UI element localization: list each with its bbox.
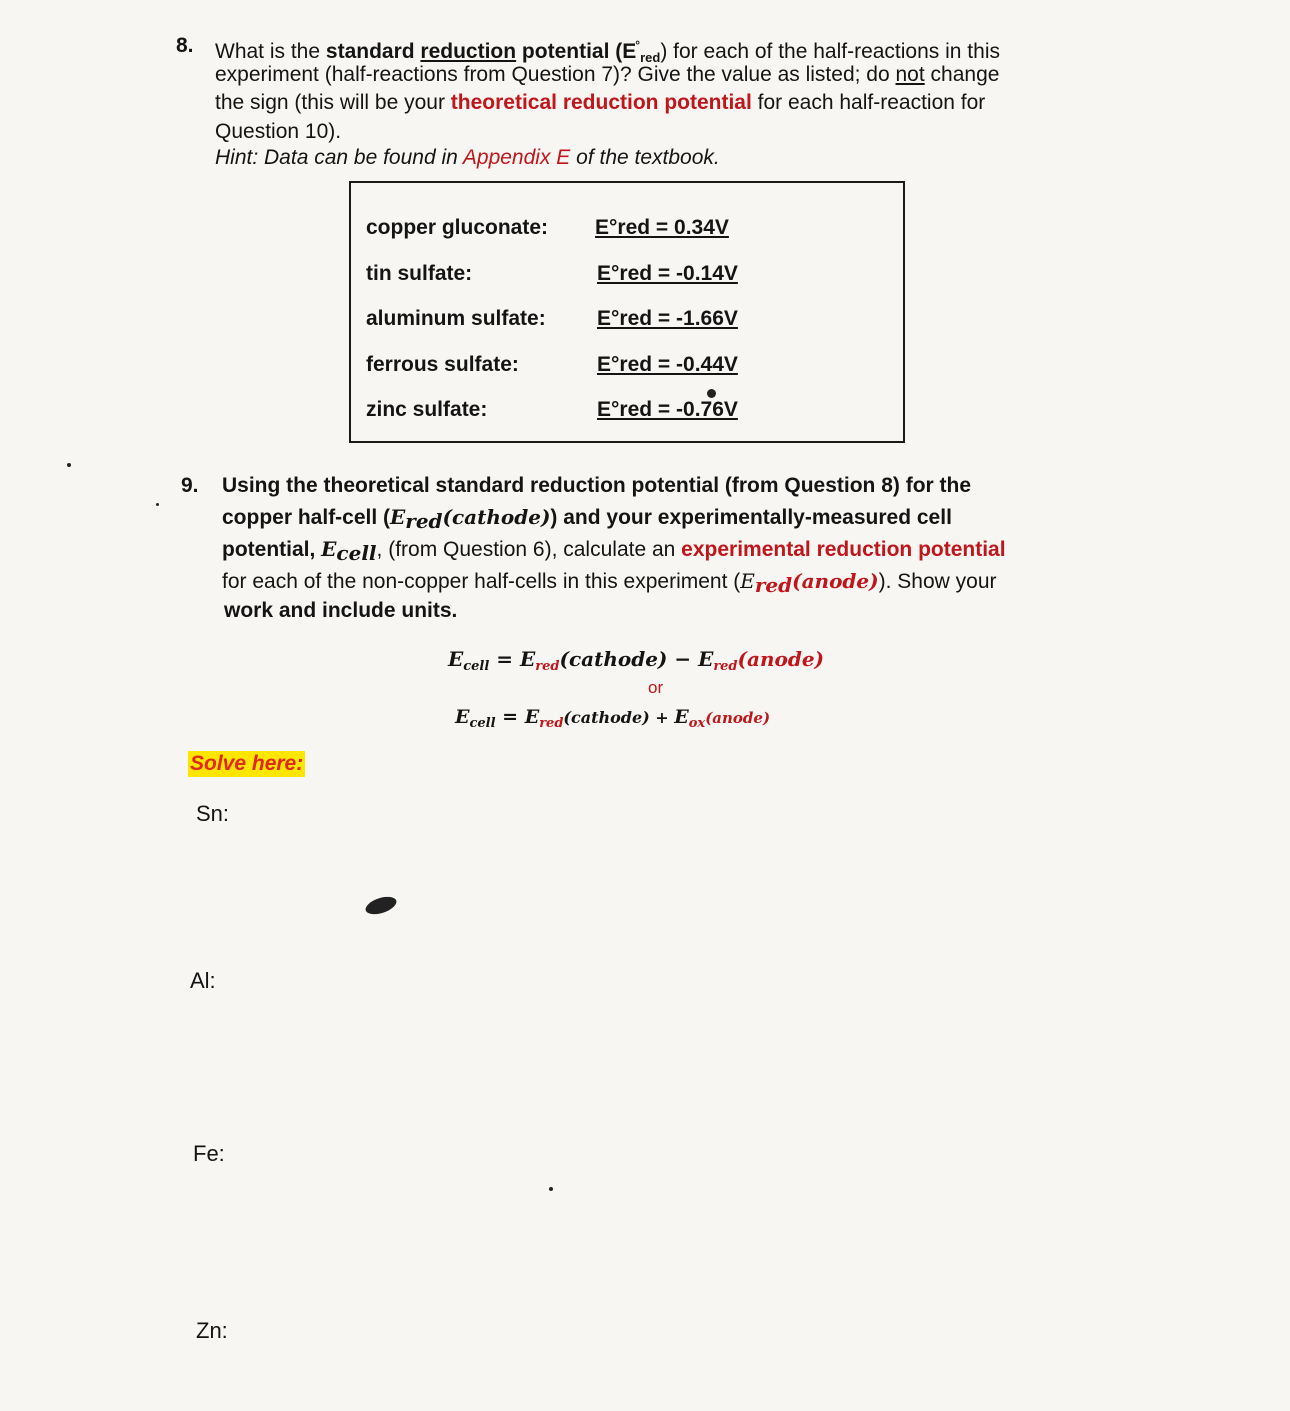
q8-underline-not: not xyxy=(895,63,925,86)
eq-mid: = E xyxy=(495,706,540,728)
ink-blot xyxy=(363,893,398,917)
q8-text: ) for each of the half-reactions in this xyxy=(660,40,1000,63)
q9-text: ). Show your xyxy=(878,570,997,593)
table-row-value: E°red = -0.76V xyxy=(597,398,738,421)
eq-mid: = E xyxy=(489,647,536,671)
eq-sub: cell xyxy=(463,659,490,674)
hint-text: Hint: Data can be found in xyxy=(215,146,463,169)
table-row-name: tin sulfate: xyxy=(366,262,473,285)
q9-text: copper half-cell ( xyxy=(222,506,391,529)
eq-anode: (anode) xyxy=(737,647,825,671)
table-row-name: aluminum sulfate: xyxy=(366,307,546,330)
eq-e: E xyxy=(448,647,464,671)
q8-line3 xyxy=(215,88,985,117)
equation-1 xyxy=(448,647,824,674)
eq-cathode: (cathode) + xyxy=(563,708,675,727)
table-row-value: E°red = -0.14V xyxy=(597,262,738,285)
q9-experimental-highlight: experimental reduction potential xyxy=(681,538,1006,561)
table-row-value: E°red = -0.44V xyxy=(597,353,738,376)
q8-hint xyxy=(215,146,720,170)
q9-line1: Using the theoretical standard reduction potential (from Question 8) for the xyxy=(222,474,972,497)
q9-cathode: (cathode) xyxy=(442,505,551,529)
label-fe: Fe: xyxy=(193,1141,225,1166)
speck xyxy=(156,503,159,506)
eq-sub: red xyxy=(539,716,564,731)
hint-text: of the textbook. xyxy=(570,146,720,169)
label-sn: Sn: xyxy=(196,801,230,826)
q8-text: for each half-reaction for xyxy=(751,91,986,114)
speck xyxy=(67,463,71,467)
q9-sub: red xyxy=(405,509,443,533)
eq-sub: cell xyxy=(469,716,496,731)
equation-or: or xyxy=(648,678,664,697)
q8-text: experiment (half-reactions from Question 7)? Give the value as listed; do xyxy=(215,63,896,86)
table-row-value: E°red = 0.34V xyxy=(595,216,729,239)
q9-e: E xyxy=(390,505,406,529)
q9-e: E xyxy=(740,569,755,593)
q8-text: What is the xyxy=(215,40,326,63)
eq-e: E xyxy=(674,706,689,728)
ink-dot xyxy=(707,389,716,398)
table-row-value: E°red = -1.66V xyxy=(597,307,738,330)
q9-text: for each of the non-copper half-cells in this experiment ( xyxy=(222,570,741,593)
solve-here-heading: Solve here: xyxy=(190,752,304,775)
q9-text: ) and your experimentally-measured cell xyxy=(550,506,952,529)
speck xyxy=(549,1187,553,1191)
eq-sub: ox xyxy=(688,716,706,731)
q8-red-sub: red xyxy=(640,50,661,65)
q8-text: change xyxy=(924,63,1000,86)
q9-sub: cell xyxy=(336,541,377,565)
q9-line3 xyxy=(222,535,1006,568)
eq-sub: red xyxy=(713,659,738,674)
q9-sub: red xyxy=(754,573,793,597)
eq-e: E xyxy=(698,647,714,671)
equation-2 xyxy=(455,706,770,731)
q9-number: 9. xyxy=(181,474,199,497)
q8-bold-potential: potential (E xyxy=(516,40,637,63)
q8-bold-standard: standard xyxy=(325,40,415,63)
label-zn: Zn: xyxy=(196,1318,228,1343)
q8-number: 8. xyxy=(176,34,194,57)
eq-e: E xyxy=(455,706,470,728)
q8-line4: Question 10). xyxy=(215,120,342,143)
table-row-name: copper gluconate: xyxy=(366,216,549,239)
q9-e: E xyxy=(321,537,337,561)
q9-anode: (anode) xyxy=(792,569,879,593)
q8-degree: ° xyxy=(635,38,641,52)
label-al: Al: xyxy=(190,968,216,993)
q8-text: the sign (this will be your xyxy=(215,91,451,114)
q8-theoretical-highlight: theoretical reduction potential xyxy=(450,91,752,114)
table-row-name: ferrous sulfate: xyxy=(366,353,519,376)
table-row-name: zinc sulfate: xyxy=(366,398,488,421)
q9-text: potential, xyxy=(222,538,322,561)
q9-line5: work and include units. xyxy=(224,599,458,622)
q9-line2 xyxy=(222,503,952,536)
eq-sub: red xyxy=(535,659,560,674)
q8-line2 xyxy=(215,60,999,89)
eq-cathode: (cathode) − xyxy=(559,647,699,671)
q9-text: , (from Question 6), calculate an xyxy=(376,538,682,561)
eq-anode: (anode) xyxy=(705,709,771,727)
hint-appendix: Appendix E xyxy=(462,146,571,169)
q8-underline-reduction: reduction xyxy=(420,40,517,63)
